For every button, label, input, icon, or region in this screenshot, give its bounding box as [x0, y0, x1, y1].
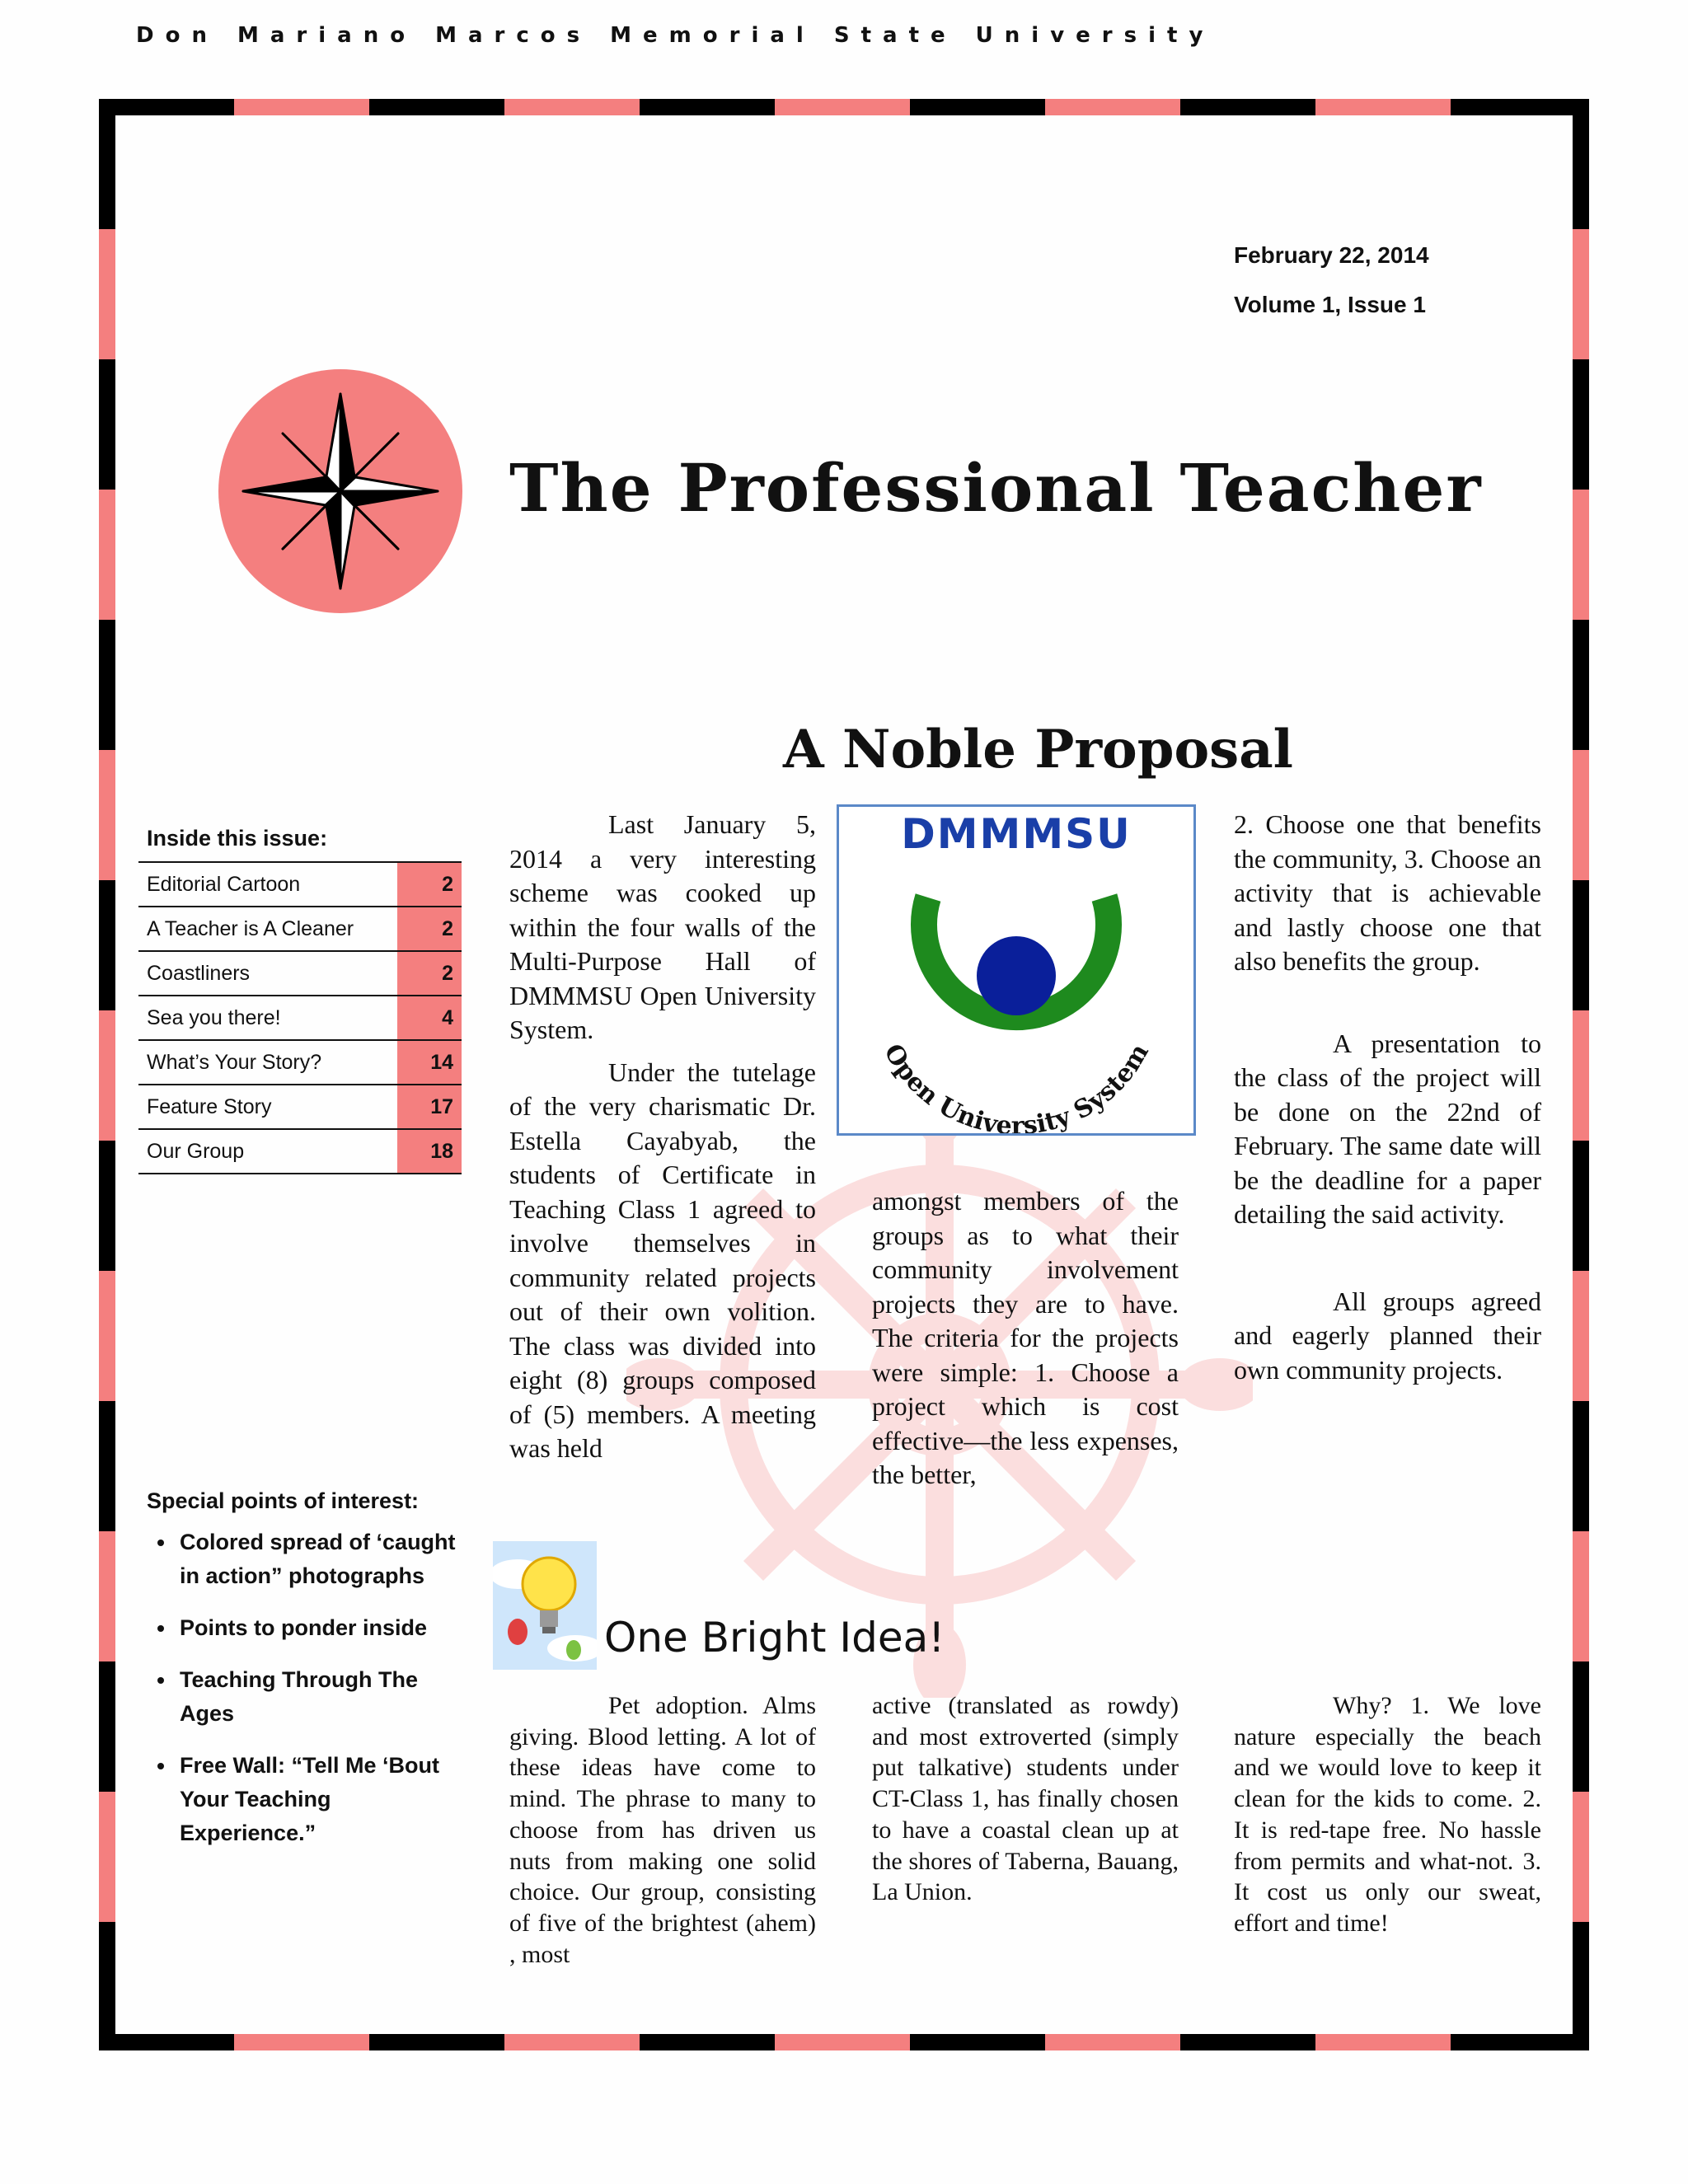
toc-row [138, 1129, 462, 1174]
list-item: • Teaching Through The Ages [176, 1663, 462, 1731]
border-left [99, 99, 115, 2050]
border-top [99, 99, 1589, 115]
special-points-title: Special points of interest: [147, 1488, 420, 1513]
inside-this-issue [138, 826, 462, 1174]
logo-arc-text [878, 1039, 1155, 1133]
toc-row [138, 862, 462, 907]
lightbulb-balloons-icon [493, 1541, 597, 1670]
article2-column-1 [509, 1690, 816, 1978]
inside-title: Inside this issue: [147, 826, 328, 851]
toc-title: A Teacher is A Cleaner [138, 907, 397, 951]
toc-row [138, 907, 462, 951]
toc-title: Feature Story [138, 1085, 397, 1129]
article2-paragraph: Pet adoption. Alms giving. Blood letting. A lot of these ideas have come to mind. The phrase to many to choose from has driven us nuts from making one solid choice. Our group, consisting of five of the brightest (ahem) , most [509, 1692, 816, 1968]
toc-title: Editorial Cartoon [138, 862, 397, 907]
toc-page: 2 [397, 951, 462, 996]
issue-volume: Volume 1, Issue 1 [1234, 292, 1426, 317]
toc-page: 18 [397, 1129, 462, 1174]
toc-title: Coastliners [138, 951, 397, 996]
toc-title: What’s Your Story? [138, 1040, 397, 1085]
article1-column-1 [509, 808, 816, 1474]
article1-paragraph: 2. Choose one that benefits the community, 3. Choose an activity that is achievable and lastly choose one that also benefits the group. [1234, 809, 1541, 976]
article1-paragraph: A presentation to the class of the project will be done on the 22nd of February. The same date will be the deadline for a paper detailing the said activity. [1234, 1028, 1541, 1229]
list-item: • Colored spread of ‘caught in action” photographs [176, 1526, 462, 1593]
article2-headline: One Bright Idea! [604, 1614, 945, 1661]
toc-title: Our Group [138, 1129, 397, 1174]
dmmmsu-ous-logo [837, 804, 1196, 1136]
masthead-text: The Professional Teacher [509, 449, 1483, 527]
toc-page: 14 [397, 1040, 462, 1085]
article1-paragraph: All groups agreed and eagerly planned their own community projects. [1234, 1286, 1541, 1385]
toc-page: 2 [397, 862, 462, 907]
article1-column-2 [872, 1184, 1179, 1501]
toc-title: Sea you there! [138, 996, 397, 1040]
border-bottom [99, 2034, 1589, 2050]
article2-column-2 [872, 1690, 1179, 1916]
toc-page: 17 [397, 1085, 462, 1129]
university-name: Don Mariano Marcos Memorial State University [136, 23, 1215, 48]
article2-paragraph: Why? 1. We love nature especially the beach and we would love to keep it clean for the kids to come. 2. It is red-tape free. No hassle from permits and what-not. 3. It cost us only our sweat, effort and time! [1234, 1692, 1541, 1937]
article-headline: A Noble Proposal [783, 719, 1293, 780]
list-item: • Points to ponder inside [176, 1611, 462, 1645]
masthead-title [509, 449, 1483, 527]
toc-table [138, 861, 462, 1174]
compass-rose-icon [218, 369, 462, 613]
toc-page: 2 [397, 907, 462, 951]
border-right [1573, 99, 1589, 2050]
special-points [138, 1488, 462, 1868]
toc-page: 4 [397, 996, 462, 1040]
issue-meta [1234, 231, 1429, 330]
toc-row [138, 951, 462, 996]
issue-date: February 22, 2014 [1234, 242, 1429, 268]
list-item: • Free Wall: “Tell Me ‘Bout Your Teaching Experience.” [176, 1749, 462, 1850]
toc-row [138, 1040, 462, 1085]
logo-acronym: DMMMSU [901, 810, 1132, 858]
article2-column-3 [1234, 1690, 1541, 1947]
article1-column-3 [1234, 808, 1541, 1395]
toc-row [138, 1085, 462, 1129]
logo-image [839, 807, 1193, 1133]
article2-paragraph: active (translated as rowdy) and most extroverted (simply put talkative) students under CT-Class 1, has finally chosen to have a coastal clean up at the shores of Taberna, Bauang, La Union. [872, 1692, 1179, 1906]
toc-row [138, 996, 462, 1040]
logo-arc-textpath: Open University System [878, 1038, 1155, 1133]
special-points-list [138, 1526, 462, 1850]
article1-paragraph: Under the tutelage of the very charismatic Dr. Estella Cayabyab, the students of Certificate in Teaching Class 1 agreed to involve themselves in community related projects out of their own volition. The class was divided into eight (8) groups composed of (5) members. A meeting was held [509, 1057, 816, 1463]
article1-paragraph: Last January 5, 2014 a very interesting scheme was cooked up within the four walls of the Multi-Purpose Hall of DMMMSU Open University System. [509, 809, 816, 1044]
article1-paragraph: amongst members of the groups as to what their community involvement projects they are to have. The criteria for the projects were simple: 1. Choose a project which is cost effective—the less expenses, the better, [872, 1186, 1179, 1489]
